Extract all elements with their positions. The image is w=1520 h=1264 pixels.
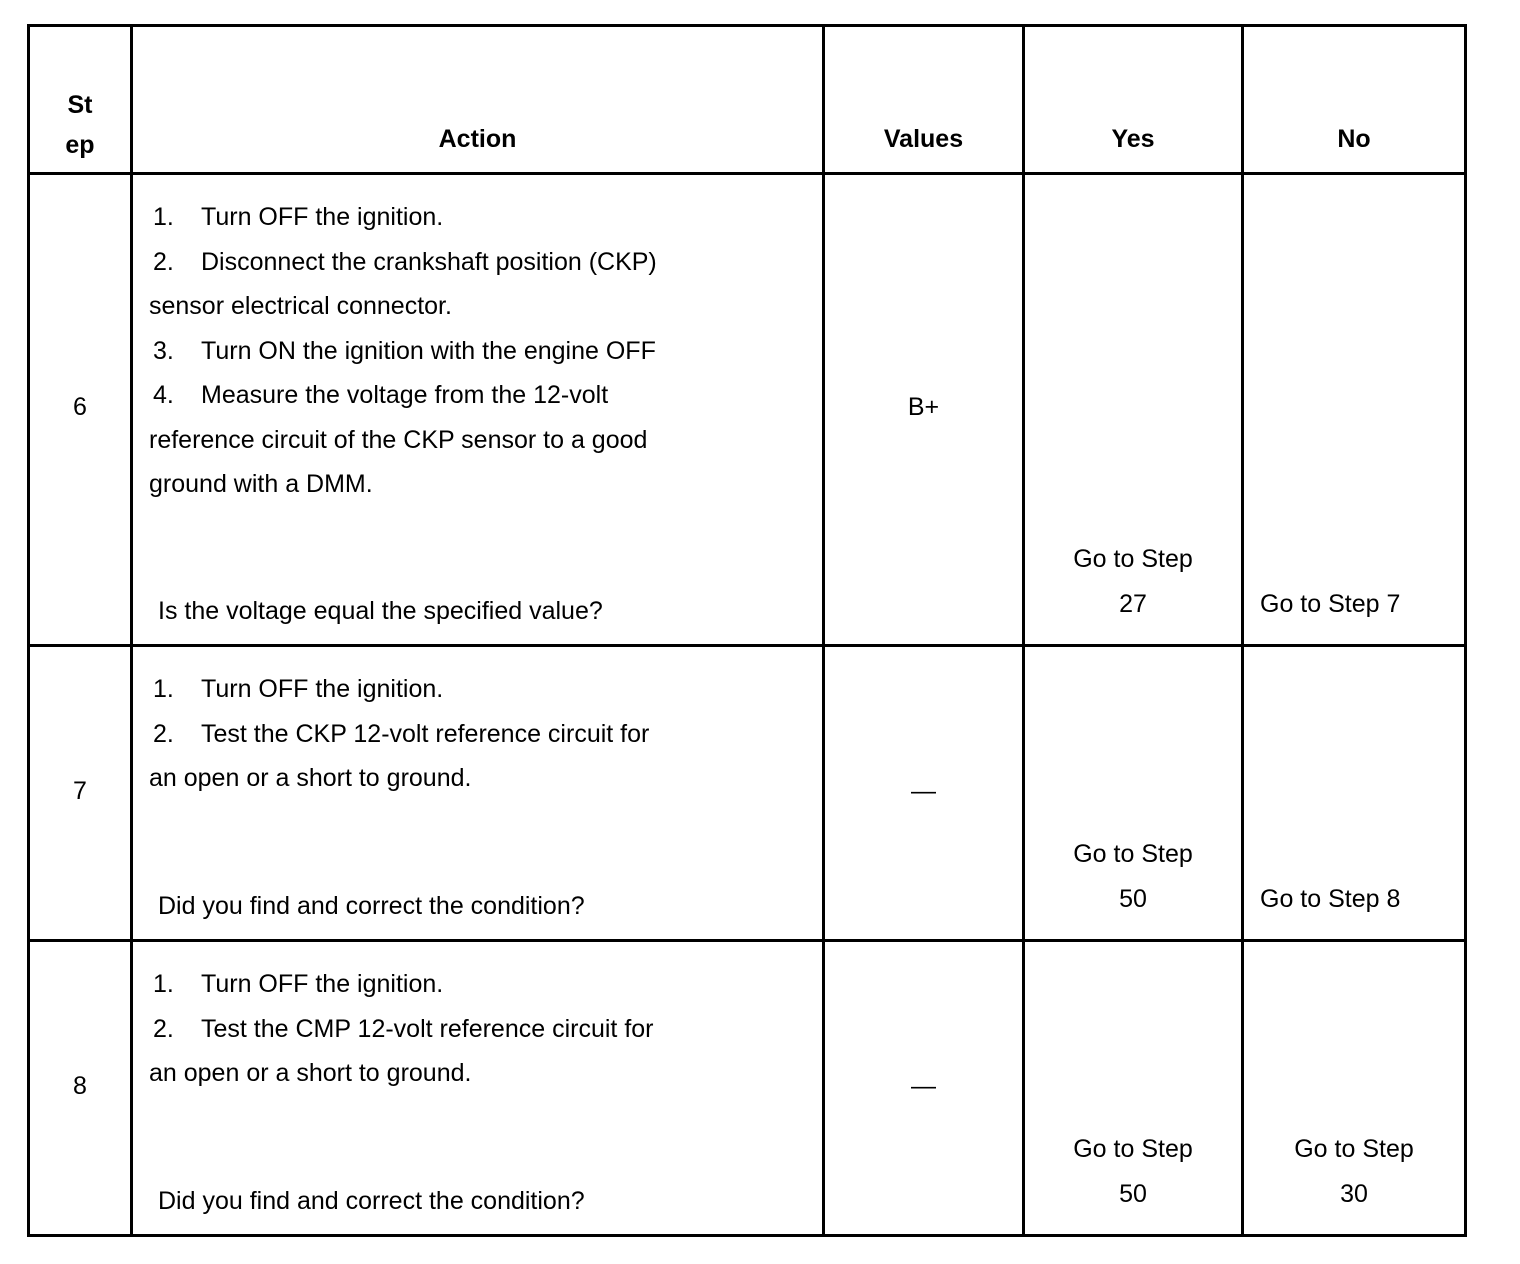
no-cell — [1243, 174, 1466, 646]
list-item-continuation: reference circuit of the CKP sensor to a good — [149, 425, 648, 454]
list-item: 1. Turn OFF the ignition. — [153, 970, 444, 998]
value-cell — [824, 646, 1024, 941]
table-row — [29, 941, 1466, 1236]
header-step-line1: St — [67, 91, 93, 119]
header-step-line2: ep — [65, 131, 95, 159]
table-row — [29, 646, 1466, 941]
list-item-continuation: an open or a short to ground. — [149, 1059, 472, 1087]
action-list — [149, 667, 709, 801]
list-item: 2. Test the CMP 12-volt reference circuit for — [153, 1014, 654, 1043]
action-list — [149, 195, 709, 507]
list-item-continuation: an open or a short to ground. — [149, 764, 472, 792]
step-cell — [29, 646, 132, 941]
no-goto: Go to Step 30 — [1294, 1135, 1414, 1208]
table-row — [29, 174, 1466, 646]
yes-cell — [1024, 174, 1243, 646]
action-cell — [132, 174, 824, 646]
no-goto: Go to Step 7 — [1260, 589, 1401, 618]
no-cell — [1243, 941, 1466, 1236]
step-number: 8 — [73, 1072, 87, 1100]
list-item: 2. Test the CKP 12-volt reference circuit for — [153, 719, 650, 748]
action-cell — [132, 646, 824, 941]
header-action: Action — [132, 26, 824, 174]
no-cell — [1243, 646, 1466, 941]
question-text: Did you find and correct the condition? — [158, 892, 585, 920]
value-text: — — [911, 777, 936, 805]
action-cell — [132, 941, 824, 1236]
question-text: Is the voltage equal the specified value? — [158, 597, 603, 625]
list-item: 1. Turn OFF the ignition. — [153, 675, 444, 703]
list-item: 4. Measure the voltage from the 12-volt — [153, 381, 609, 409]
value-text: B+ — [907, 393, 940, 421]
yes-goto: Go to Step 27 — [1073, 545, 1193, 618]
list-item: 1. Turn OFF the ignition. — [153, 203, 444, 231]
yes-cell — [1024, 941, 1243, 1236]
value-cell — [824, 174, 1024, 646]
header-yes: Yes — [1024, 26, 1243, 174]
header-row — [29, 26, 1466, 174]
list-item-continuation: sensor electrical connector. — [149, 292, 452, 320]
step-cell — [29, 174, 132, 646]
yes-cell — [1024, 646, 1243, 941]
yes-goto: Go to Step 50 — [1073, 840, 1193, 913]
question-text: Did you find and correct the condition? — [158, 1187, 585, 1215]
header-step — [29, 26, 132, 174]
step-number: 7 — [73, 777, 87, 805]
action-list — [149, 962, 709, 1096]
header-no: No — [1243, 26, 1466, 174]
list-item: 3. Turn ON the ignition with the engine OFF — [153, 336, 656, 365]
step-cell — [29, 941, 132, 1236]
list-item-continuation: ground with a DMM. — [149, 470, 373, 498]
step-number: 6 — [73, 393, 87, 421]
no-goto: Go to Step 8 — [1260, 884, 1401, 913]
diagnostic-table — [27, 24, 1467, 1237]
value-cell — [824, 941, 1024, 1236]
header-values: Values — [824, 26, 1024, 174]
value-text: — — [911, 1072, 936, 1100]
list-item: 2. Disconnect the crankshaft position (CKP) — [153, 247, 657, 276]
yes-goto: Go to Step 50 — [1073, 1135, 1193, 1208]
